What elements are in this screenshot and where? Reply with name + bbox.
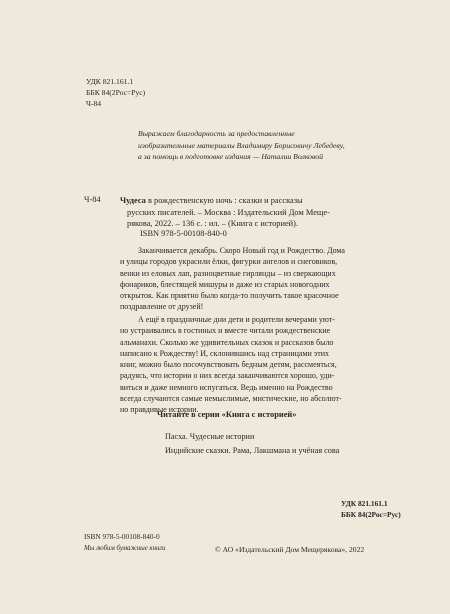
annotation-line: Заканчивается декабрь. Скоро Новый год и Рождество. Дома xyxy=(138,246,345,255)
annotation-line: и улицы городов украсили ёлки, фигурки ангелов и снеговиков, xyxy=(120,257,338,267)
udk-code: УДК 821.161.1 xyxy=(86,77,134,86)
annotation-line: альманахи. Сколько же удивительных сказок и рассказов было xyxy=(120,337,334,347)
bib-line-3: рякова, 2022. – 136 с. : ил. – (Книга с историей). xyxy=(127,219,299,229)
bibliographic-record xyxy=(120,195,420,230)
annotation-line: написано к Рождеству! И, склонившись над страницами этих xyxy=(120,348,330,358)
annotation-line: виться и даже немного испугаться. Ведь именно на Рождество xyxy=(120,382,333,392)
book-title: Чудеса xyxy=(120,196,146,205)
udk-block-top xyxy=(86,76,145,110)
annotation-line: поздравление от друзей! xyxy=(120,302,204,312)
series-list xyxy=(165,430,339,458)
author-sign: Ч-84 xyxy=(86,99,102,109)
bbk-code: ББК 84(2Рос=Рус) xyxy=(86,88,146,98)
udk-block-bottom xyxy=(341,498,401,520)
acknowledgement-line: изобразительные материалы Владимиру Борисовичу Лебедеву, xyxy=(138,140,345,150)
acknowledgement xyxy=(138,128,408,163)
annotation-line: книг, можно было посочувствовать бедным детям, рассмеяться, xyxy=(120,360,337,370)
annotation-paragraph-1 xyxy=(120,245,418,313)
bbk-code-bottom: ББК 84(2Рос=Рус) xyxy=(341,510,401,519)
annotation-line: венки из еловых лап, разноцветные гирлянды – из сверкающих xyxy=(120,268,336,278)
annotation-line: А ещё в праздничные дни дети и родители вечерами уют- xyxy=(138,315,335,324)
bib-isbn: ISBN 978-5-00108-840-0 xyxy=(140,229,227,238)
series-book: Пасха. Чудесные истории xyxy=(165,432,255,441)
series-heading: Читайте в серии «Книга с историей» xyxy=(157,410,297,419)
series-book: Индийские сказки. Рама, Лакшмана и учёная сова xyxy=(165,446,340,455)
bib-line-2: русских писателей. – Москва : Издательский Дом Меще- xyxy=(127,207,330,217)
footer-isbn: ISBN 978-5-00108-840-0 xyxy=(84,532,160,541)
annotation-line: всегда случаются самые немыслимые, мистические, но абсолют- xyxy=(120,394,342,404)
annotation-line: открыток. Как приятно было когда-то получить такое красочное xyxy=(120,291,339,301)
udk-code-bottom: УДК 821.161.1 xyxy=(341,499,388,508)
annotation-paragraph-2 xyxy=(120,314,418,416)
annotation-line: но устраивались в гостиных и вместе читали рождественские xyxy=(120,326,331,336)
bib-author-sign: Ч-84 xyxy=(84,195,101,204)
acknowledgement-line: Выражаем благодарность за предоставленные xyxy=(138,129,295,138)
annotation-line: радуясь, что истории о них всегда заканчиваются хорошо, уди- xyxy=(120,371,335,381)
footer-copyright: © АО «Издательский Дом Мещерякова», 2022 xyxy=(215,545,365,554)
acknowledgement-line: а за помощь в подготовке издания — Наталии Волковой xyxy=(138,152,323,162)
footer-slogan: Мы любим бумажные книги xyxy=(84,545,166,552)
annotation-line: фонариков, блестящей мишуры и даже из старых новогодних xyxy=(120,279,330,289)
bib-line-1: в рождественскую ночь : сказки и рассказы xyxy=(147,196,303,205)
annotation-line: но правдивые истории. xyxy=(120,405,199,415)
